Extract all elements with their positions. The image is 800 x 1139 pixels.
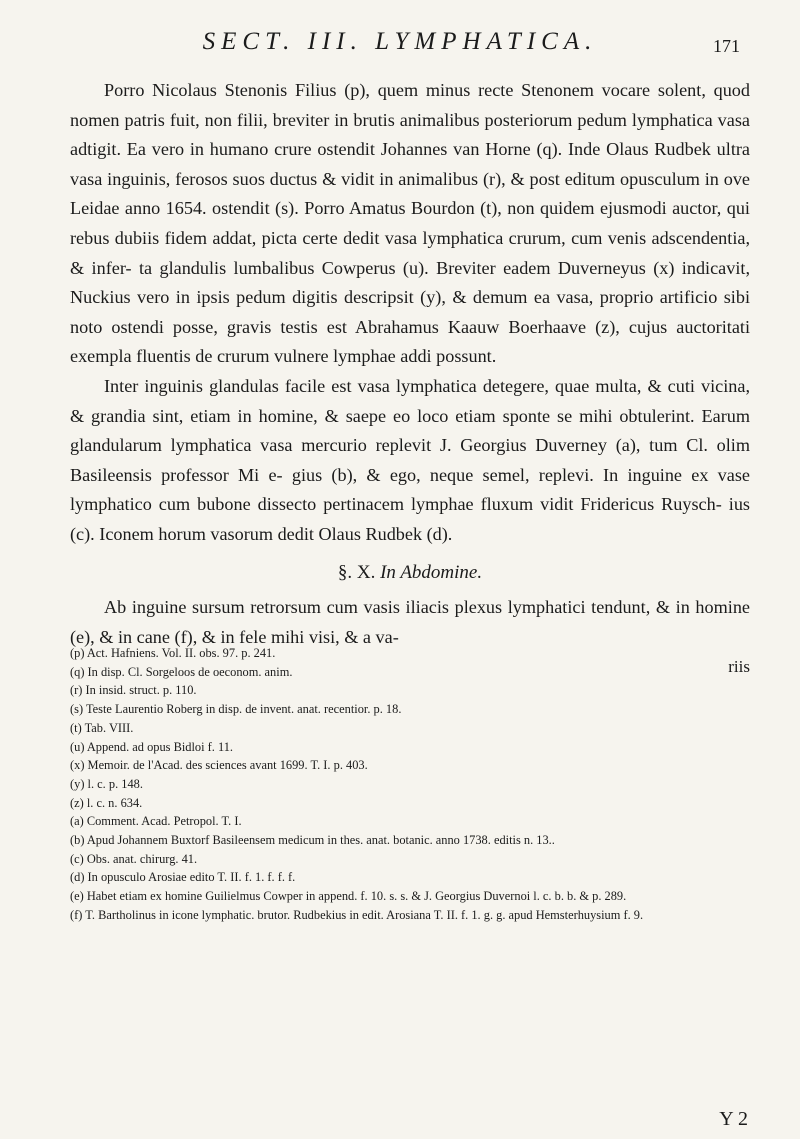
footnote: (u) Append. ad opus Bidloi f. 11. — [70, 739, 234, 754]
footnote: (b) Apud Johannem Buxtorf Basileensem medicum in thes. anat. botanic. anno 1738. editis n. 13.. — [70, 833, 555, 848]
paragraph-3: Ab inguine sursum retrorsum cum vasis iliacis plexus lymphatici tendunt, & in homine (e), & in cane (f), & in fele mihi visi, & a va- — [70, 597, 750, 647]
footnote: (r) In insid. struct. p. 110. — [70, 683, 197, 698]
footnote: (f) T. Bartholinus in icone lymphatic. brutor. Rudbekius in edit. Arosiana T. II. f. 1. g. g. apud Hemsterhuysium f. 9. — [70, 907, 644, 922]
running-head: SECT. III. LYMPHATICA. — [202, 28, 598, 55]
footnote: (c) Obs. anat. chirurg. 41. — [70, 851, 198, 866]
section-heading — [70, 558, 750, 588]
signature-mark: Y 2 — [719, 1108, 748, 1130]
catch-line: riis — [728, 657, 750, 677]
footnote: (q) In disp. Cl. Sorgeloos de oeconom. anim. — [70, 664, 293, 679]
footnote: (t) Tab. VIII. — [70, 720, 134, 735]
footnote: (e) Habet etiam ex homine Guilielmus Cowper in append. f. 10. s. s. & J. Georgius Duvernoi l. c. b. b. & p. 289. — [70, 889, 627, 904]
footnote: (p) Act. Hafniens. Vol. II. obs. 97. p. 241. — [70, 646, 276, 660]
main-text — [70, 76, 750, 682]
footnote: (d) In opusculo Arosiae edito T. II. f. 1. f. f. f. — [70, 870, 296, 885]
page-number: 171 — [713, 36, 740, 56]
paragraph-2: Inter inguinis glandulas facile est vasa lymphatica detegere, quae multa, & cuti vicina, & grandia sint, etiam in homine, & saepe eo loco etiam sponte se mihi obtulerint. Earum glandularum lymphatica vasa mercurio replevit J. Georgius Duverney (a), tum Cl. olim Basileensis professor Mi e- gius (b), & ego, neque semel, replevi. In inguine ex vase lymphatico cum bubone dissecto pertinacem lymphae fluxum vidit Fridericus Ruysch- ius (c). Iconem horum vasorum dedit Olaus Rudbek (d). — [70, 375, 750, 544]
footnote: (y) l. c. p. 148. — [70, 776, 143, 791]
footnote: (s) Teste Laurentio Roberg in disp. de invent. anat. recentior. p. 18. — [70, 702, 402, 717]
section-number: §. X. — [337, 561, 376, 583]
footnote: (x) Memoir. de l'Acad. des sciences avant 1699. T. I. p. 403. — [70, 758, 368, 773]
footnote: (a) Comment. Acad. Petropol. T. I. — [70, 814, 242, 829]
paragraph-1: Porro Nicolaus Stenonis Filius (p), quem minus recte Stenonem vocare solent, quod nomen patris fuit, non filii, breviter in brutis animalibus posteriorum pedum lymphatica vasa adtigit. Ea vero in humano crure ostendit Johannes van Horne (q). Inde Olaus Rudbek ultra vasa inguinis, ferosos suos ductus & vidit in animalibus (r), & post editum opusculum in ove Leidae anno 1654. ostendit (s). Porro Amatus Bourdon (t), non quidem ejusmodi auctor, qui rebus dubiis fidem addat, picta certe dedit vasa lymphatica crurum, cum venis adscendentia, & infer- ta glandulis lumbalibus Cowperus (u). Breviter eadem Duverneyus (x) indicavit, Nuckius vero in ipsis pedum digitis descripsit (y), & demum ea vasa, proprio artificio sibi noto ostendi posse, gravis testis est Abrahamus Kaauw Boerhaave (z), cujus auctoritati exempla fluentis de crurum vulnere lymphae addi possunt. — [70, 80, 750, 367]
footnotes — [70, 644, 750, 925]
section-title: In Abdomine. — [380, 561, 483, 583]
footnote: (z) l. c. n. 634. — [70, 795, 143, 810]
page-header — [60, 28, 740, 64]
